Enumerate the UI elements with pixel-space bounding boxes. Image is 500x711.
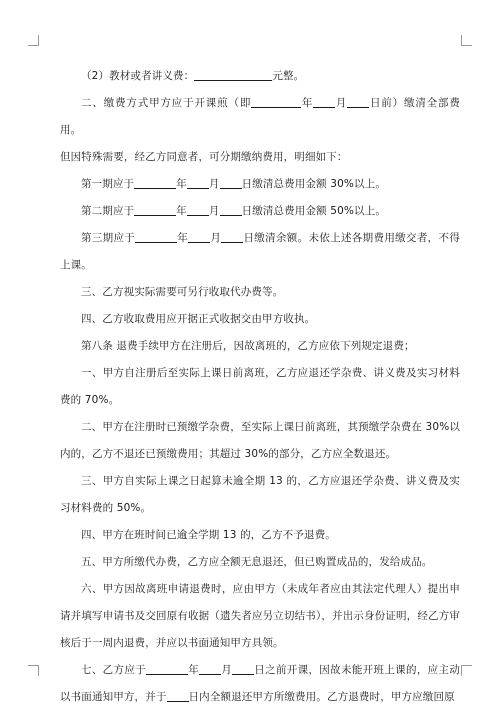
blank-month[interactable] <box>199 662 221 675</box>
blank-year[interactable] <box>251 95 301 108</box>
crop-mark-bottom-left <box>28 665 39 676</box>
blank-day[interactable] <box>347 95 369 108</box>
blank-year[interactable] <box>146 662 188 675</box>
paragraph-refund-3: 三、甲方自实际上课之日起算未逾全期 13 的，乙方应退还学杂费、讲义费及实习材料费的 50%。 <box>60 475 460 514</box>
blank-day[interactable] <box>220 203 242 216</box>
blank-month[interactable] <box>313 95 335 108</box>
blank-month[interactable] <box>187 176 209 189</box>
paragraph-refund-1: 一、甲方自注册后至实际上课日前离班，乙方应退还学杂费、讲义费及实习材料费的 70%。 <box>60 367 460 406</box>
crop-mark-top-right <box>461 35 472 46</box>
blank-year[interactable] <box>135 230 177 243</box>
blank-month[interactable] <box>187 203 209 216</box>
blank-days[interactable] <box>167 689 189 702</box>
paragraph-refund-2: 二、甲方在注册时已预缴学杂费，至实际上课日前离班，其预缴学杂费在 30%以内的，乙方不退还已预缴费用；其超过 30%的部分，乙方应全数退还。 <box>60 421 460 460</box>
paragraph-refund-5: 五、甲方所缴代办费，乙方应全额无息退还，但已购置成品的，发给成品。 <box>81 556 433 568</box>
blank-year[interactable] <box>134 203 176 216</box>
paragraph-installment-3: 第三期应于 年 月 日缴清余额。未依上述各期费用缴交者，不得上课。 <box>60 232 460 271</box>
blank-field[interactable] <box>194 68 272 81</box>
paragraph-refund-4: 四、甲方在班时间已逾全学期 13 的，乙方不予退费。 <box>81 529 336 541</box>
document-body <box>60 63 460 711</box>
blank-day[interactable] <box>220 176 242 189</box>
blank-month[interactable] <box>188 230 210 243</box>
paragraph-installment-intro: 但因特殊需要，经乙方同意者，可分期缴纳费用，明细如下： <box>60 151 348 163</box>
paragraph-installment-2: 第二期应于 年 月 日缴清总费用金额 50%以上。 <box>81 205 386 217</box>
paragraph-clause-3: 三、乙方视实际需要可另行收取代办费等。 <box>81 286 284 298</box>
paragraph-article-8: 第八条 退费手续甲方在注册后，因故离班的，乙方应依下列规定退费； <box>81 340 415 352</box>
paragraph-installment-1: 第一期应于 年 月 日缴清总费用金额 30%以上。 <box>81 178 386 190</box>
crop-mark-top-left <box>28 35 39 46</box>
paragraph-payment-method: 二、缴费方式甲方应于开课煎（即 年 月 日前）缴清全部费用。 <box>60 97 461 136</box>
blank-day[interactable] <box>221 230 243 243</box>
paragraph-refund-7: 七、乙方应于 年 月 日之前开课，因故未能开班上课的，应主动以书面通知甲方，并于 日内全额退还甲方所缴费用。乙方退费时，甲方应缴回原 <box>60 664 460 703</box>
crop-mark-bottom-right <box>461 665 472 676</box>
paragraph-clause-4: 四、乙方收取费用应开据正式收据交由甲方收执。 <box>81 313 316 325</box>
blank-year[interactable] <box>134 176 176 189</box>
paragraph-materials-fee: （2）教材或者讲义费： 元整。 <box>81 70 305 82</box>
paragraph-refund-6: 六、甲方因故离班申请退费时，应由甲方（未成年者应由其法定代理人）提出申请并填写申请书及交回原有收据（遗失者应另立切结书），并出示身份证明，经乙方审核后于一周内退费，并应以书面通知甲方具领。 <box>60 583 460 649</box>
blank-day[interactable] <box>232 662 254 675</box>
